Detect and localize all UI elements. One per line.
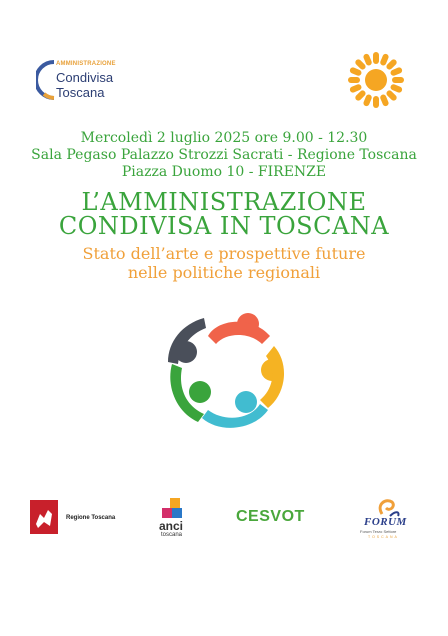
cesvot-label: CESVOT	[236, 508, 305, 525]
logo-arc-icon	[36, 58, 58, 102]
regione-toscana-logo	[30, 500, 130, 540]
forum-swirl-icon	[360, 498, 416, 518]
forum-sub-label: Forum Terzo Settore	[360, 529, 397, 534]
pegasus-icon	[30, 500, 58, 534]
logo-small-text: AMMINISTRAZIONE	[56, 61, 116, 67]
logo-line2: Toscana	[56, 85, 105, 100]
cesvot-logo	[236, 508, 316, 530]
amministrazione-condivisa-logo	[36, 58, 146, 106]
page-title-line1: L’AMMINISTRAZIONE	[81, 188, 367, 216]
forum-sub2-label: TOSCANA	[368, 535, 399, 539]
anci-toscana-logo	[156, 498, 196, 542]
anci-label: anci	[159, 519, 184, 533]
forum-terzo-settore-logo	[360, 498, 416, 544]
event-venue: Sala Pegaso Palazzo Strozzi Sacrati - Regione Toscana	[31, 147, 417, 163]
sun-icon	[346, 50, 406, 110]
subtitle-line2: nelle politiche regionali	[127, 263, 321, 282]
logo-line1: Condivisa	[56, 70, 114, 85]
anci-squares-icon	[156, 498, 196, 520]
forum-label: FORUM	[364, 516, 407, 528]
subtitle-line1: Stato dell’arte e prospettive future	[82, 244, 366, 263]
anci-sub-label: toscana	[161, 532, 183, 538]
event-address: Piazza Duomo 10 - FIRENZE	[121, 164, 327, 180]
event-date-time: Mercoledì 2 luglio 2025 ore 9.00 - 12.30	[80, 130, 368, 146]
people-circle-icon	[158, 306, 290, 438]
regione-label: Regione Toscana	[66, 515, 116, 521]
page-title-line2: CONDIVISA IN TOSCANA	[58, 212, 390, 240]
